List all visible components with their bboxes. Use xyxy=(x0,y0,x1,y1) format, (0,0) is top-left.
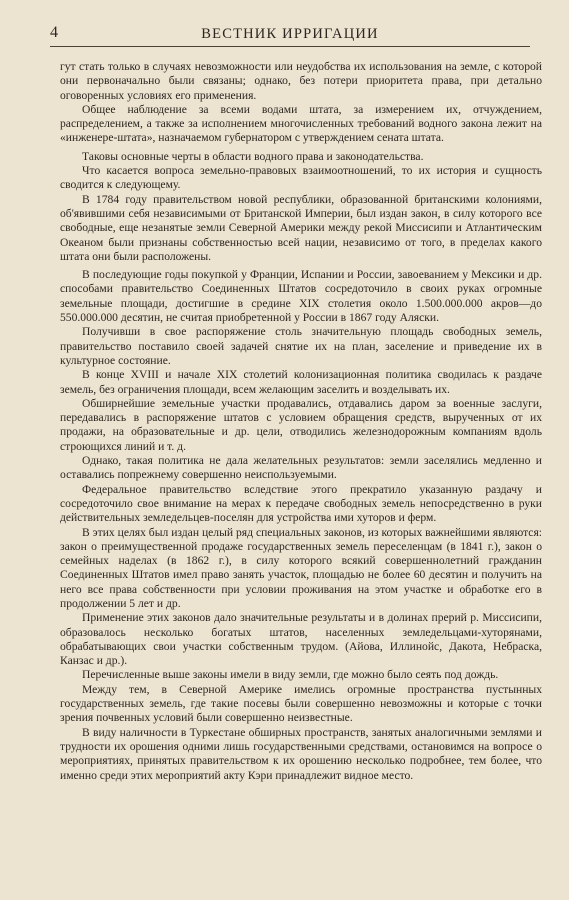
paragraph: Что касается вопроса земельно-правовых взаимоотношений, то их история и сущность сводится к следующему. xyxy=(60,164,542,192)
paragraph: В 1784 году правительством новой республики, образованной британскими колониями, об'явившими себя независимыми от Британской Империи, был издан закон, в силу которого все свободные, еще незанятые земли Северной Америки между рекой Миссисипи и Атлантическим Океаном были признаны собственностью всей нации, независимо от того, в пределах какого штата они были расположены. xyxy=(60,192,542,263)
paragraph: гут стать только в случаях невозможности или неудобства их использования на земле, с которой они первоначально были связаны; однако, без потери приоритета права, при детально оговоренных условиях его применения. xyxy=(60,60,542,102)
article-body xyxy=(60,60,542,783)
page-header xyxy=(50,22,530,47)
journal-title: ВЕСТНИК ИРРИГАЦИИ xyxy=(201,26,379,42)
paragraph: В последующие годы покупкой у Франции, Испании и России, завоеванием у Мексики и др. способами правительство Соединенных Штатов сосредоточило в своих руках огромные земельные площади, достигшие в средине XIX столетия около 1.500.000.000 акров—до 550.000.000 десятин, не считая приобретенной у России в 1867 году Аляски. xyxy=(60,268,542,325)
paragraph: Федеральное правительство вследствие этого прекратило указанную раздачу и сосредоточило свое внимание на мерах к передаче свободных земель непосредственно в руки действительных земледельцев-поселян для устройства ими хуторов и ферм. xyxy=(60,482,542,525)
paragraph: В конце XVIII и начале XIX столетий колонизационная политика сводилась к раздаче земель, без ограничения площади, всем желающим заселить и возделывать их. xyxy=(60,368,542,396)
paragraph: Применение этих законов дало значительные результаты и в долинах прерий р. Миссисипи, образовалось несколько богатых штатов, населенных земледельцами-хуторянами, обрабатывающих свои участки собственным трудом. (Айова, Иллинойс, Дакота, Небраска, Канзас и др.). xyxy=(60,611,542,668)
page-number: 4 xyxy=(50,24,58,41)
paragraph: Общее наблюдение за всеми водами штата, за измерением их, отчуждением, распределением, а также за исполнением многочисленных требований водного закона лежит на «инженере-штата», назначаемом губернатором с утверждением сената штата. xyxy=(60,102,542,145)
paragraph: Обширнейшие земельные участки продавались, отдавались даром за военные заслуги, передавались в распоряжение штатов с условием обращения средств, вырученных от их продажи, на образовательные и др. цели, отводились железнодорожным компаниям вдоль строющихся линий и т. д. xyxy=(60,396,542,453)
paragraph: Между тем, в Северной Америке имелись огромные пространства пустынных государственных земель, где такие посевы были совершенно невозможны и которые с точки зрения почвенных условий были совершенно неизвестные. xyxy=(60,682,542,725)
paragraph: В виду наличности в Туркестане обширных пространств, занятых аналогичными землями и трудности их орошения одними лишь государственными средствами, остановимся на вопросе о мероприятиях, принятых правительством к их орошению несколько подробнее, тем более, что именно среди этих мероприятий акту Кэри принадлежит видное место. xyxy=(60,725,542,782)
paragraph: Получивши в свое распоряжение столь значительную площадь свободных земель, правительство поставило своей задачей снятие их на план, заселение и приведение их в культурное состояние. xyxy=(60,325,542,367)
paragraph: В этих целях был издан целый ряд специальных законов, из которых важнейшими являются: закон о преимущественной продаже государственных земель переселенцам (в 1841 г.), закон о семейных наделах (в 1862 г.), в силу которого всякий совершеннолетний гражданин Соединенных Штатов имел право занять участок, площадью не более 60 десятин и получить на него все права собственности при условии проживания на этом участке и обработке его в продолжении 5 лет и др. xyxy=(60,525,542,610)
paragraph: Однако, такая политика не дала желательных результатов: земли заселялись медленно и оставались попрежнему совершенно неиспользуемыми. xyxy=(60,454,542,482)
paragraph: Перечисленные выше законы имели в виду земли, где можно было сеять под дождь. xyxy=(82,668,499,682)
paragraph: Таковы основные черты в области водного права и законодательства. xyxy=(82,149,424,163)
